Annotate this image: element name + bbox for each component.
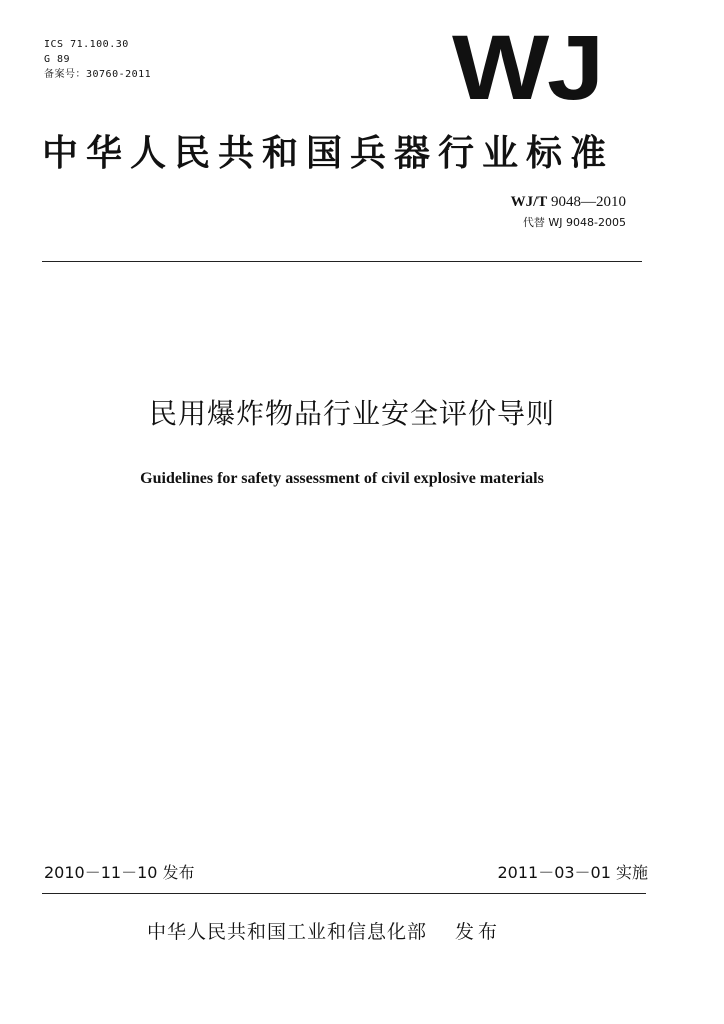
record-number: 备案号：30760-2011 <box>44 69 152 80</box>
issue-date: 2010－11－10 发布 <box>44 863 195 882</box>
publisher-line <box>147 919 501 945</box>
document-title-cn: 民用爆炸物品行业安全评价导则 <box>148 397 555 430</box>
publish-action: 发布 <box>455 921 502 943</box>
publisher-name: 中华人民共和国工业和信息化部 <box>147 921 428 943</box>
bottom-divider <box>42 893 646 894</box>
category-code: G 89 <box>44 54 71 65</box>
standard-code: 9048—2010 <box>551 194 626 210</box>
ics-code: ICS 71.100.30 <box>44 39 129 50</box>
classification-block <box>44 37 151 82</box>
implementation-date: 2011－03－01 实施 <box>497 863 648 882</box>
replaces-note: 代替 WJ 9048-2005 <box>522 216 626 229</box>
wj-logo: WJ <box>452 17 603 119</box>
agency-title: 中华人民共和国兵器行业标准 <box>42 133 615 174</box>
top-divider <box>42 261 642 262</box>
document-title-en: Guidelines for safety assessment of civil explosive materials <box>140 470 544 487</box>
standard-prefix: WJ/T <box>510 194 548 210</box>
standard-number <box>511 193 626 211</box>
